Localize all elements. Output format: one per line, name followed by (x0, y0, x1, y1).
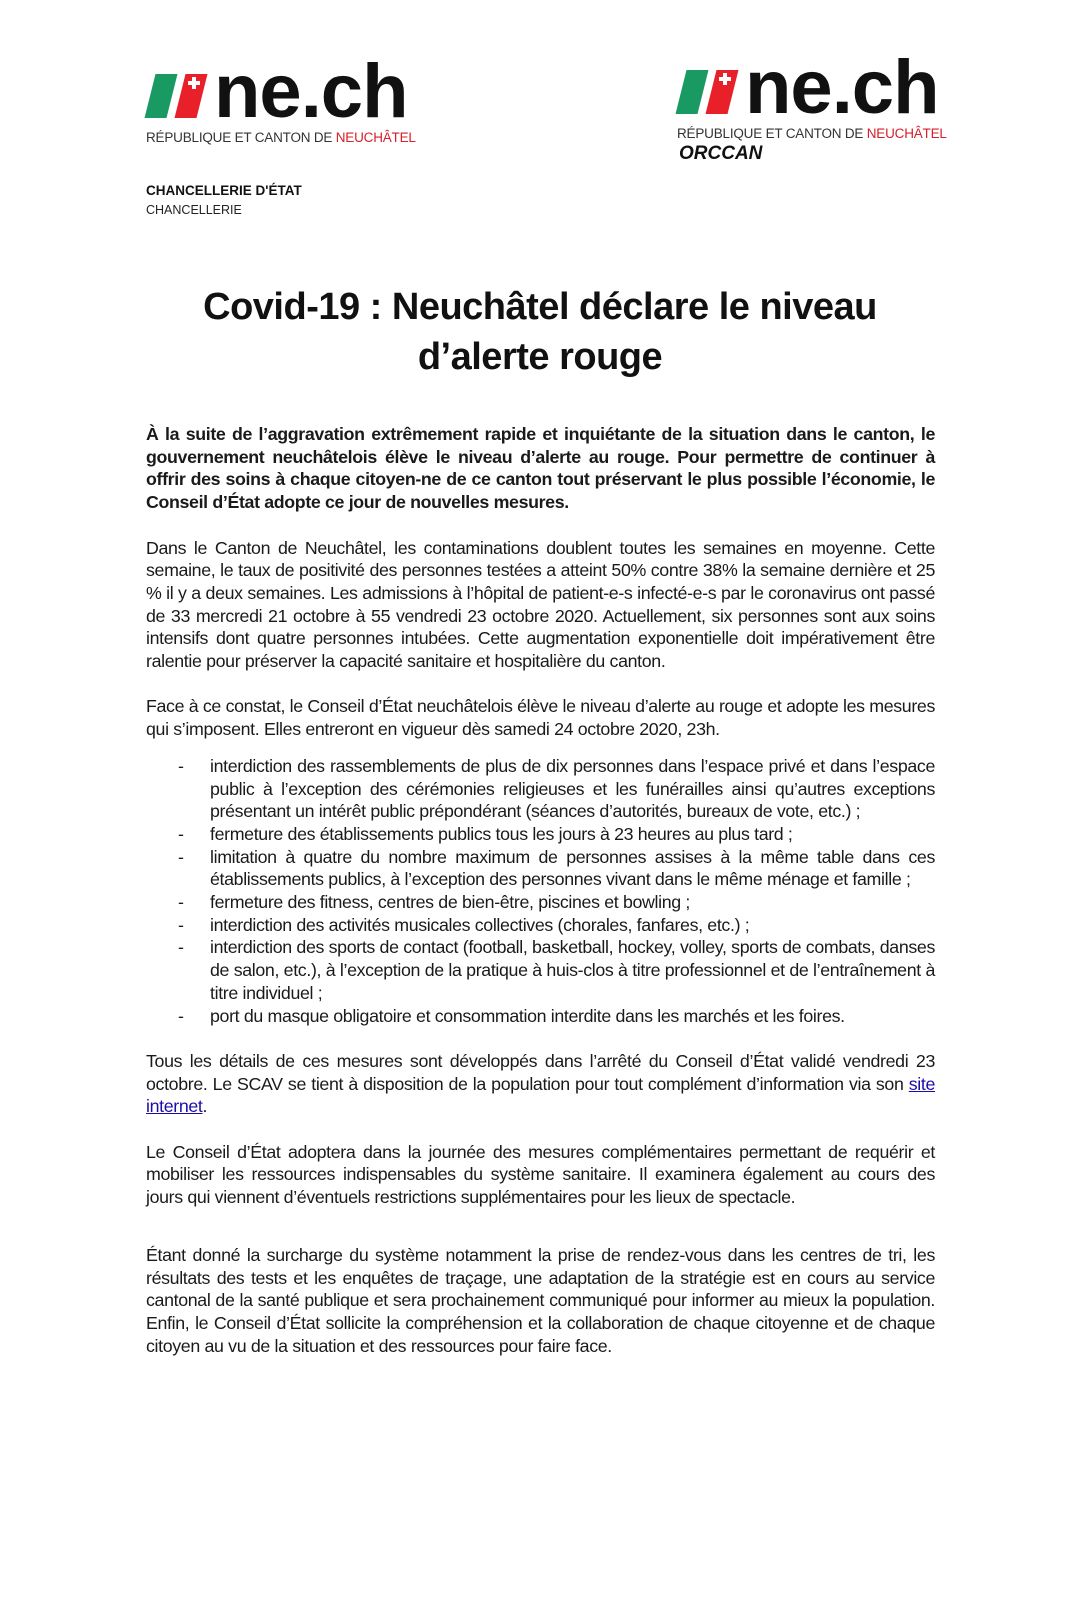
paragraph-situation: Dans le Canton de Neuchâtel, les contaminations doublent toutes les semaines en moyenne. Cette semaine, le taux de positivité des personnes testées a atteint 50% contre 38% la semaine dernière et 25 % il y a deux semaines. Les admissions à l’hôpital de patient-e-s infecté-e-s par le coronavirus ont passé de 33 mercredi 21 octobre à 55 vendredi 23 octobre 2020. Actuellement, six personnes sont aux soins intensifs dont quatre personnes intubées. Cette augmentation exponentielle doit impérativement être ralentie pour préserver la capacité sanitaire et hospitalière du canton. (146, 537, 935, 672)
logo-ne-ch-left (146, 49, 416, 145)
department-block (146, 183, 302, 217)
list-item: - limitation à quatre du nombre maximum de personnes assises à la même table dans ces établissements publics, à l’exception des personnes vivant dans le même ménage et famille ; (178, 846, 935, 890)
list-item: - port du masque obligatoire et consommation interdite dans les marchés et les foires. (178, 1005, 845, 1026)
press-release-body (146, 423, 935, 1380)
orccan-label: ORCCAN (679, 143, 763, 164)
sub-department-name: CHANCELLERIE (146, 203, 242, 217)
swiss-cross-icon (719, 73, 731, 85)
list-item: - interdiction des sports de contact (football, basketball, hockey, volley, sports de combats, danses de salon, etc.), à l’exception de la pratique à huis-clos à titre professionnel et de l’entraînement à titre individuel ; (178, 937, 935, 1003)
paragraph-details: Tous les détails de ces mesures sont développés dans l’arrêté du Conseil d’État validé vendredi 23 octobre. Le SCAV se tient à disposition de la population pour tout complément d’information via son site internet. (146, 1050, 935, 1117)
canton-flag-icon (146, 74, 208, 118)
department-name: CHANCELLERIE D'ÉTAT (146, 183, 302, 198)
list-item: - interdiction des activités musicales collectives (chorales, fanfares, etc.) ; (178, 914, 750, 935)
list-item: - fermeture des fitness, centres de bien-être, piscines et bowling ; (178, 892, 690, 913)
measures-list (146, 755, 935, 1027)
logo-ne-ch-orccan (677, 45, 947, 165)
paragraph-decision: Face à ce constat, le Conseil d’État neuchâtelois élève le niveau d’alerte au rouge et adopte les mesures qui s’imposent. Elles entreront en vigueur dès samedi 24 octobre 2020, 23h. (146, 696, 935, 740)
logo-wordmark: ne.ch (745, 45, 939, 130)
site-internet-link[interactable]: site internet (146, 1073, 935, 1117)
swiss-cross-icon (188, 77, 200, 89)
logo-tagline: RÉPUBLIQUE ET CANTON DE NEUCHÂTEL (677, 126, 947, 141)
lead-paragraph: À la suite de l’aggravation extrêmement rapide et inquiétante de la situation dans le canton, le gouvernement neuchâtelois élève le niveau d’alerte au rouge. Pour permettre de continuer à offrir des soins à chaque citoyen-ne de ce canton tout préservant le plus possible l’économie, le Conseil d’État adopte ce jour de nouvelles mesures. (146, 424, 935, 513)
list-item: - interdiction des rassemblements de plus de dix personnes dans l’espace privé et dans l’espace public à l’exception des cérémonies religieuses et les funérailles ainsi qu’autres exceptions présentant un intérêt public prépondérant (séances d’autorités, bureaux de vote, etc.) ; (178, 755, 935, 822)
list-item: - fermeture des établissements publics tous les jours à 23 heures au plus tard ; (178, 823, 793, 844)
logo-tagline: RÉPUBLIQUE ET CANTON DE NEUCHÂTEL (146, 130, 416, 145)
page-title: Covid-19 : Neuchâtel déclare le niveau d’alerte rouge (203, 286, 877, 378)
paragraph-strategy: Étant donné la surcharge du système notamment la prise de rendez-vous dans les centres de tri, les résultats des tests et les enquêtes de traçage, une adaptation de la stratégie est en cours au service cantonal de la santé publique et sera prochainement communiqué pour informer au mieux la population. Enfin, le Conseil d’État sollicite la compréhension et la collaboration de chaque citoyenne et de chaque citoyen au vu de la situation et des ressources pour faire face. (146, 1244, 935, 1356)
paragraph-complementary: Le Conseil d’État adoptera dans la journée des mesures complémentaires permettant de requérir et mobiliser les ressources indispensables du système sanitaire. Il examinera également au cours des jours qui viennent d’éventuels restrictions supplémentaires pour les lieux de spectacle. (146, 1141, 935, 1208)
logo-wordmark: ne.ch (214, 49, 408, 134)
canton-flag-icon (677, 70, 739, 114)
